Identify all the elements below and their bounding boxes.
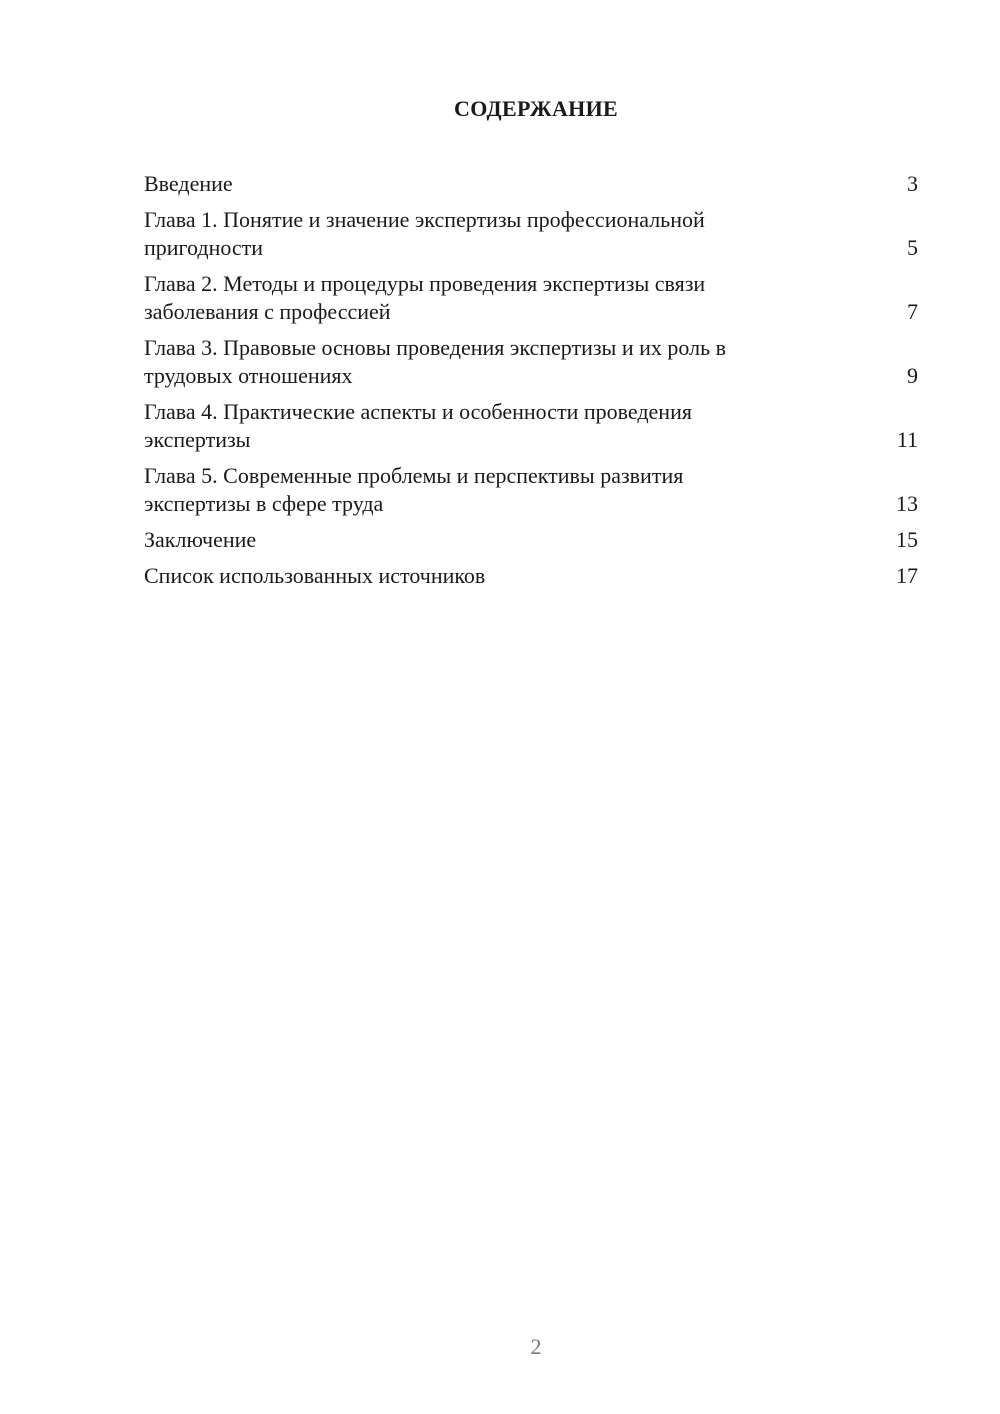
toc-entry-title: Заключение bbox=[144, 527, 257, 552]
toc-entry-introduction[interactable] bbox=[144, 170, 918, 198]
toc-entry-chapter-4[interactable] bbox=[144, 398, 918, 454]
toc-entry-chapter-5[interactable] bbox=[144, 462, 918, 518]
toc-entry-title: Глава 4. Практические аспекты и особенности проведения экспертизы bbox=[144, 399, 692, 452]
toc-entry-page: 9 bbox=[907, 363, 918, 388]
toc-entry-page: 7 bbox=[907, 299, 918, 324]
toc-entry-references[interactable] bbox=[144, 562, 918, 590]
page-number: 2 bbox=[530, 1334, 542, 1359]
toc-entry-title: Введение bbox=[144, 171, 233, 196]
toc-entry-page: 11 bbox=[896, 427, 918, 452]
toc-entry-page: 15 bbox=[896, 527, 918, 552]
toc-entry-title: Глава 5. Современные проблемы и перспективы развития экспертизы в сфере труда bbox=[144, 463, 684, 516]
toc-entry-conclusion[interactable] bbox=[144, 526, 918, 554]
toc-entry-page: 13 bbox=[896, 491, 918, 516]
toc-entry-chapter-1[interactable] bbox=[144, 206, 918, 262]
table-of-contents bbox=[144, 170, 918, 598]
page-title: СОДЕРЖАНИЕ bbox=[454, 96, 618, 121]
toc-entry-chapter-2[interactable] bbox=[144, 270, 918, 326]
toc-entry-title: Глава 3. Правовые основы проведения экспертизы и их роль в трудовых отношениях bbox=[144, 335, 726, 388]
toc-entry-page: 5 bbox=[907, 235, 918, 260]
toc-entry-page: 17 bbox=[896, 563, 918, 588]
toc-entry-title: Глава 2. Методы и процедуры проведения экспертизы связи заболевания с профессией bbox=[144, 271, 706, 324]
toc-entry-page: 3 bbox=[907, 171, 918, 196]
toc-entry-title: Глава 1. Понятие и значение экспертизы профессиональной пригодности bbox=[144, 207, 705, 260]
toc-entry-title: Список использованных источников bbox=[144, 563, 486, 588]
toc-entry-chapter-3[interactable] bbox=[144, 334, 918, 390]
